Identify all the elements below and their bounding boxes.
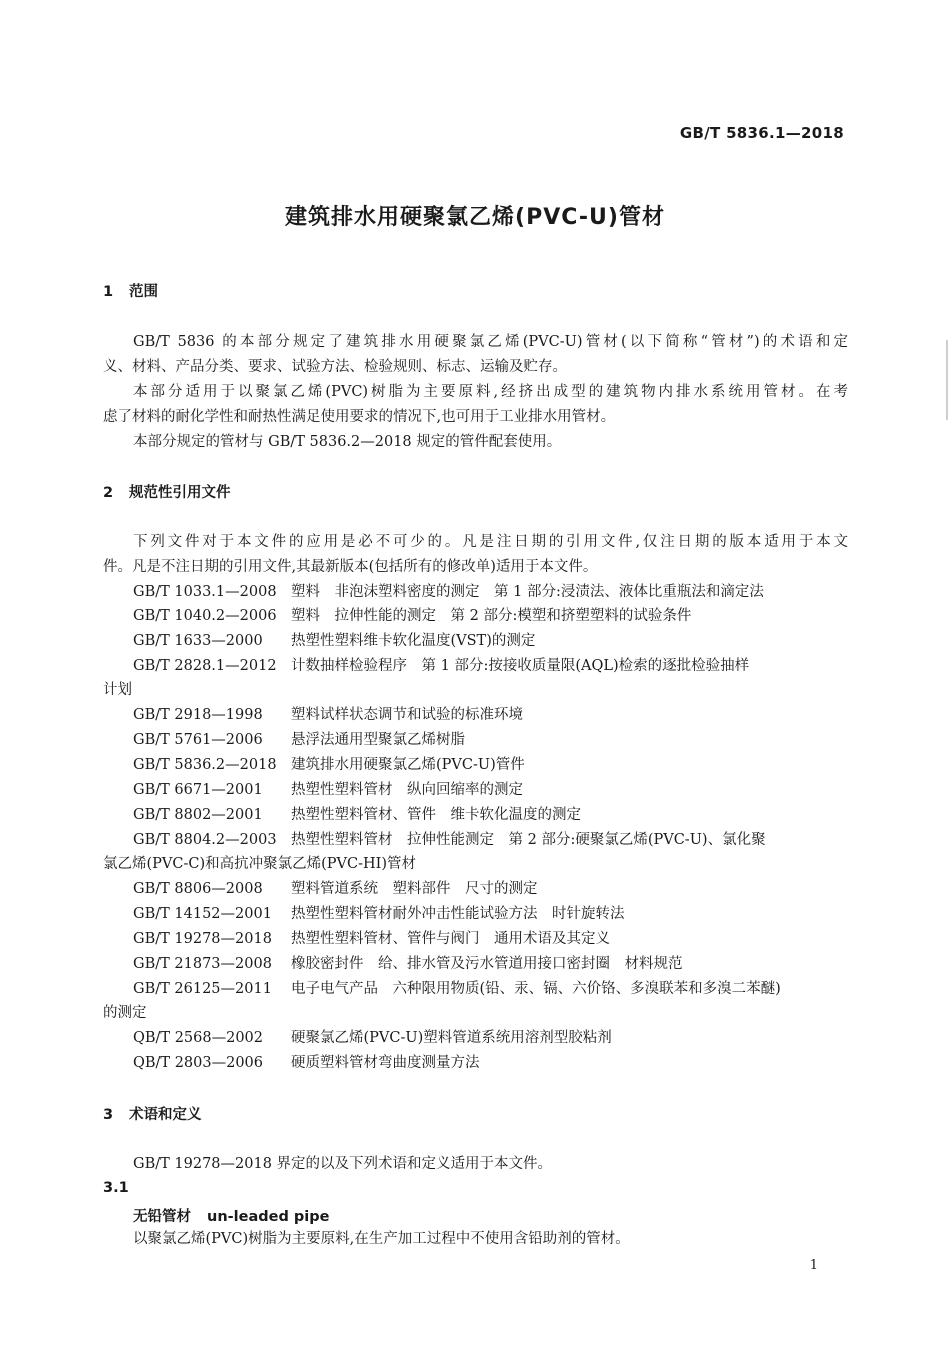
reference-code: GB/T 2918—1998 bbox=[133, 707, 263, 723]
reference-item bbox=[133, 954, 683, 974]
reference-title: 电子电气产品 六种限用物质(铅、汞、镉、六价铬、多溴联苯和多溴二苯醚) bbox=[291, 981, 781, 997]
document-title: 建筑排水用硬聚氯乙烯(PVC-U)管材 bbox=[285, 205, 665, 230]
reference-item bbox=[133, 929, 610, 949]
reference-title: 热塑性塑料管材 纵向回缩率的测定 bbox=[291, 782, 523, 798]
section-title: 术语和定义 bbox=[129, 1107, 202, 1123]
reference-code: QB/T 2803—2006 bbox=[133, 1055, 264, 1071]
reference-item bbox=[133, 606, 691, 626]
reference-title: 热塑性塑料管材、管件 维卡软化温度的测定 bbox=[291, 807, 581, 823]
reference-code: GB/T 19278—2018 bbox=[133, 931, 272, 947]
reference-code: GB/T 1633—2000 bbox=[133, 633, 263, 649]
reference-code: GB/T 2828.1—2012 bbox=[133, 658, 277, 674]
reference-item bbox=[133, 780, 523, 800]
term-number: 3.1 bbox=[103, 1180, 129, 1196]
reference-item bbox=[133, 830, 766, 850]
section-title: 范围 bbox=[129, 284, 158, 300]
reference-code: GB/T 1033.1—2008 bbox=[133, 584, 277, 600]
paragraph-line: GB/T 5836 的本部分规定了建筑排水用硬聚氯乙烯(PVC-U)管材(以下简称“管材”)的术语和定 bbox=[133, 334, 848, 350]
term-english: un-leaded pipe bbox=[207, 1209, 330, 1225]
paragraph-line: 件。凡是不注日期的引用文件,其最新版本(包括所有的修改单)适用于本文件。 bbox=[103, 559, 598, 575]
reference-code: QB/T 2568—2002 bbox=[133, 1030, 264, 1046]
reference-code: GB/T 8806—2008 bbox=[133, 881, 263, 897]
reference-item bbox=[133, 730, 465, 750]
reference-title: 计数抽样检验程序 第 1 部分:按接收质量限(AQL)检索的逐批检验抽样 bbox=[291, 658, 750, 674]
reference-continuation: 氯乙烯(PVC-C)和高抗冲聚氯乙烯(PVC-HI)管材 bbox=[103, 856, 417, 872]
standard-number: GB/T 5836.1—2018 bbox=[679, 124, 844, 142]
reference-title: 热塑性塑料管材耐外冲击性能试验方法 时针旋转法 bbox=[291, 906, 625, 922]
reference-item bbox=[133, 755, 525, 775]
reference-item bbox=[133, 879, 538, 899]
reference-title: 悬浮法通用型聚氯乙烯树脂 bbox=[291, 732, 465, 748]
reference-code: GB/T 26125—2011 bbox=[133, 981, 272, 997]
paragraph-line: 本部分适用于以聚氯乙烯(PVC)树脂为主要原料,经挤出成型的建筑物内排水系统用管材。在考 bbox=[133, 384, 848, 400]
reference-code: GB/T 1040.2—2006 bbox=[133, 608, 277, 624]
paragraph-line: 下列文件对于本文件的应用是必不可少的。凡是注日期的引用文件,仅注日期的版本适用于本文 bbox=[133, 534, 848, 550]
reference-code: GB/T 8802—2001 bbox=[133, 807, 263, 823]
reference-item bbox=[133, 631, 535, 651]
reference-title: 热塑性塑料维卡软化温度(VST)的测定 bbox=[291, 633, 536, 649]
reference-code: GB/T 8804.2—2003 bbox=[133, 832, 277, 848]
reference-item bbox=[133, 904, 625, 924]
reference-item bbox=[133, 1053, 480, 1073]
reference-code: GB/T 6671—2001 bbox=[133, 782, 263, 798]
reference-title: 硬聚氯乙烯(PVC-U)塑料管道系统用溶剂型胶粘剂 bbox=[291, 1030, 612, 1046]
term-chinese: 无铅管材 bbox=[133, 1209, 191, 1225]
term-entry bbox=[133, 1205, 329, 1226]
reference-title: 热塑性塑料管材、管件与阀门 通用术语及其定义 bbox=[291, 931, 610, 947]
reference-title: 硬质塑料管材弯曲度测量方法 bbox=[291, 1055, 480, 1071]
paragraph-line: 虑了材料的耐化学性和耐热性满足使用要求的情况下,也可用于工业排水用管材。 bbox=[103, 409, 616, 425]
paragraph-line: 义、材料、产品分类、要求、试验方法、检验规则、标志、运输及贮存。 bbox=[103, 359, 567, 375]
reference-code: GB/T 21873—2008 bbox=[133, 956, 272, 972]
reference-code: GB/T 14152—2001 bbox=[133, 906, 272, 922]
reference-title: 塑料 拉伸性能的测定 第 2 部分:模塑和挤塑塑料的试验条件 bbox=[291, 608, 692, 624]
paragraph-line: 本部分规定的管材与 GB/T 5836.2—2018 规定的管件配套使用。 bbox=[133, 434, 562, 450]
section-title: 规范性引用文件 bbox=[129, 485, 231, 501]
reference-title: 橡胶密封件 给、排水管及污水管道用接口密封圈 材料规范 bbox=[291, 956, 683, 972]
reference-continuation: 计划 bbox=[103, 682, 132, 698]
term-definition: 以聚氯乙烯(PVC)树脂为主要原料,在生产加工过程中不使用含铅助剂的管材。 bbox=[133, 1231, 630, 1247]
reference-title: 塑料管道系统 塑料部件 尺寸的测定 bbox=[291, 881, 538, 897]
section-number: 2 bbox=[103, 485, 114, 501]
reference-code: GB/T 5836.2—2018 bbox=[133, 757, 277, 773]
reference-item bbox=[133, 705, 523, 725]
section-heading-refs bbox=[103, 481, 231, 502]
page-number: 1 bbox=[809, 1258, 818, 1273]
reference-title: 塑料 非泡沫塑料密度的测定 第 1 部分:浸渍法、液体比重瓶法和滴定法 bbox=[291, 584, 764, 600]
scan-edge-mark bbox=[946, 340, 948, 420]
reference-continuation: 的测定 bbox=[103, 1005, 147, 1021]
section-number: 3 bbox=[103, 1107, 114, 1123]
reference-title: 热塑性塑料管材 拉伸性能测定 第 2 部分:硬聚氯乙烯(PVC-U)、氯化聚 bbox=[291, 832, 766, 848]
reference-item bbox=[133, 805, 581, 825]
reference-code: GB/T 5761—2006 bbox=[133, 732, 263, 748]
reference-item bbox=[133, 1028, 612, 1048]
section-number: 1 bbox=[103, 284, 114, 300]
paragraph-line: GB/T 19278—2018 界定的以及下列术语和定义适用于本文件。 bbox=[133, 1156, 553, 1172]
reference-item bbox=[133, 656, 749, 676]
section-heading-terms bbox=[103, 1103, 202, 1124]
reference-item bbox=[133, 979, 781, 999]
reference-title: 塑料试样状态调节和试验的标准环境 bbox=[291, 707, 523, 723]
reference-item bbox=[133, 582, 764, 602]
section-heading-scope bbox=[103, 280, 158, 301]
reference-title: 建筑排水用硬聚氯乙烯(PVC-U)管件 bbox=[291, 757, 525, 773]
